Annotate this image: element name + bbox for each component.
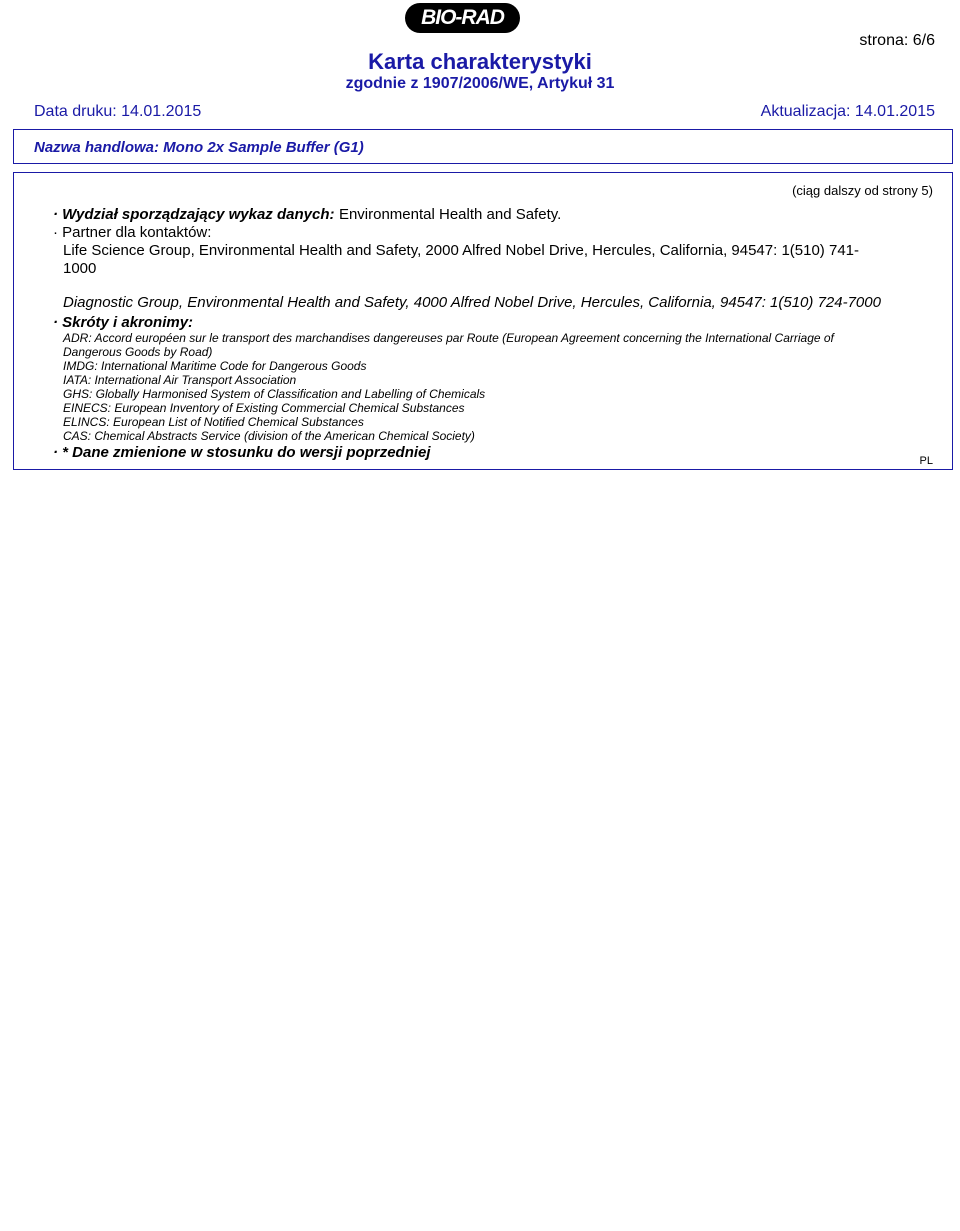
contact-label: · Partner dla kontaktów: bbox=[53, 224, 212, 241]
document-title: Karta charakterystyki bbox=[368, 49, 592, 74]
logo-text: BIO-RAD bbox=[421, 6, 504, 29]
print-date: Data druku: 14.01.2015 bbox=[34, 103, 202, 120]
page-number: strona: 6/6 bbox=[859, 32, 935, 49]
trade-name: Nazwa handlowa: Mono 2x Sample Buffer (G1) bbox=[34, 139, 364, 156]
bio-rad-logo bbox=[405, 3, 520, 33]
abbreviation-item: ELINCS: European List of Notified Chemical Substances bbox=[63, 415, 364, 429]
prepared-by-value: Environmental Health and Safety. bbox=[338, 206, 562, 223]
changed-data-label: · * Dane zmienione w stosunku do wersji poprzedniej bbox=[53, 444, 431, 461]
abbreviation-item: Dangerous Goods by Road) bbox=[63, 345, 213, 359]
continuation-note: (ciąg dalszy od strony 5) bbox=[792, 183, 933, 198]
abbreviation-item: CAS: Chemical Abstracts Service (division of the American Chemical Society) bbox=[63, 429, 475, 443]
contact-line-3: Diagnostic Group, Environmental Health and Safety, 4000 Alfred Nobel Drive, Hercules, California, 94547: 1(510) 724-7000 bbox=[63, 294, 881, 311]
contact-line-1: Life Science Group, Environmental Health and Safety, 2000 Alfred Nobel Drive, Hercules, California, 94547: 1(510) 741- bbox=[63, 242, 859, 259]
language-code: PL bbox=[919, 455, 933, 467]
abbreviation-item: ADR: Accord européen sur le transport des marchandises dangereuses par Route (European Agreement concerning the International Carriage of bbox=[63, 331, 834, 345]
prepared-by-label: · Wydział sporządzający wykaz danych: bbox=[53, 206, 335, 223]
abbreviation-item: IMDG: International Maritime Code for Dangerous Goods bbox=[63, 359, 367, 373]
abbreviations-label: · Skróty i akronimy: bbox=[53, 314, 194, 331]
content-box bbox=[13, 172, 953, 470]
abbreviation-item: GHS: Globally Harmonised System of Classification and Labelling of Chemicals bbox=[63, 387, 486, 401]
abbreviation-item: IATA: International Air Transport Association bbox=[63, 373, 297, 387]
update-date: Aktualizacja: 14.01.2015 bbox=[760, 103, 935, 120]
prepared-by-row bbox=[53, 206, 561, 224]
document-subtitle: zgodnie z 1907/2006/WE, Artykuł 31 bbox=[345, 75, 615, 92]
contact-line-2: 1000 bbox=[63, 260, 97, 277]
trade-name-box bbox=[13, 129, 953, 164]
abbreviation-item: EINECS: European Inventory of Existing Commercial Chemical Substances bbox=[63, 401, 465, 415]
